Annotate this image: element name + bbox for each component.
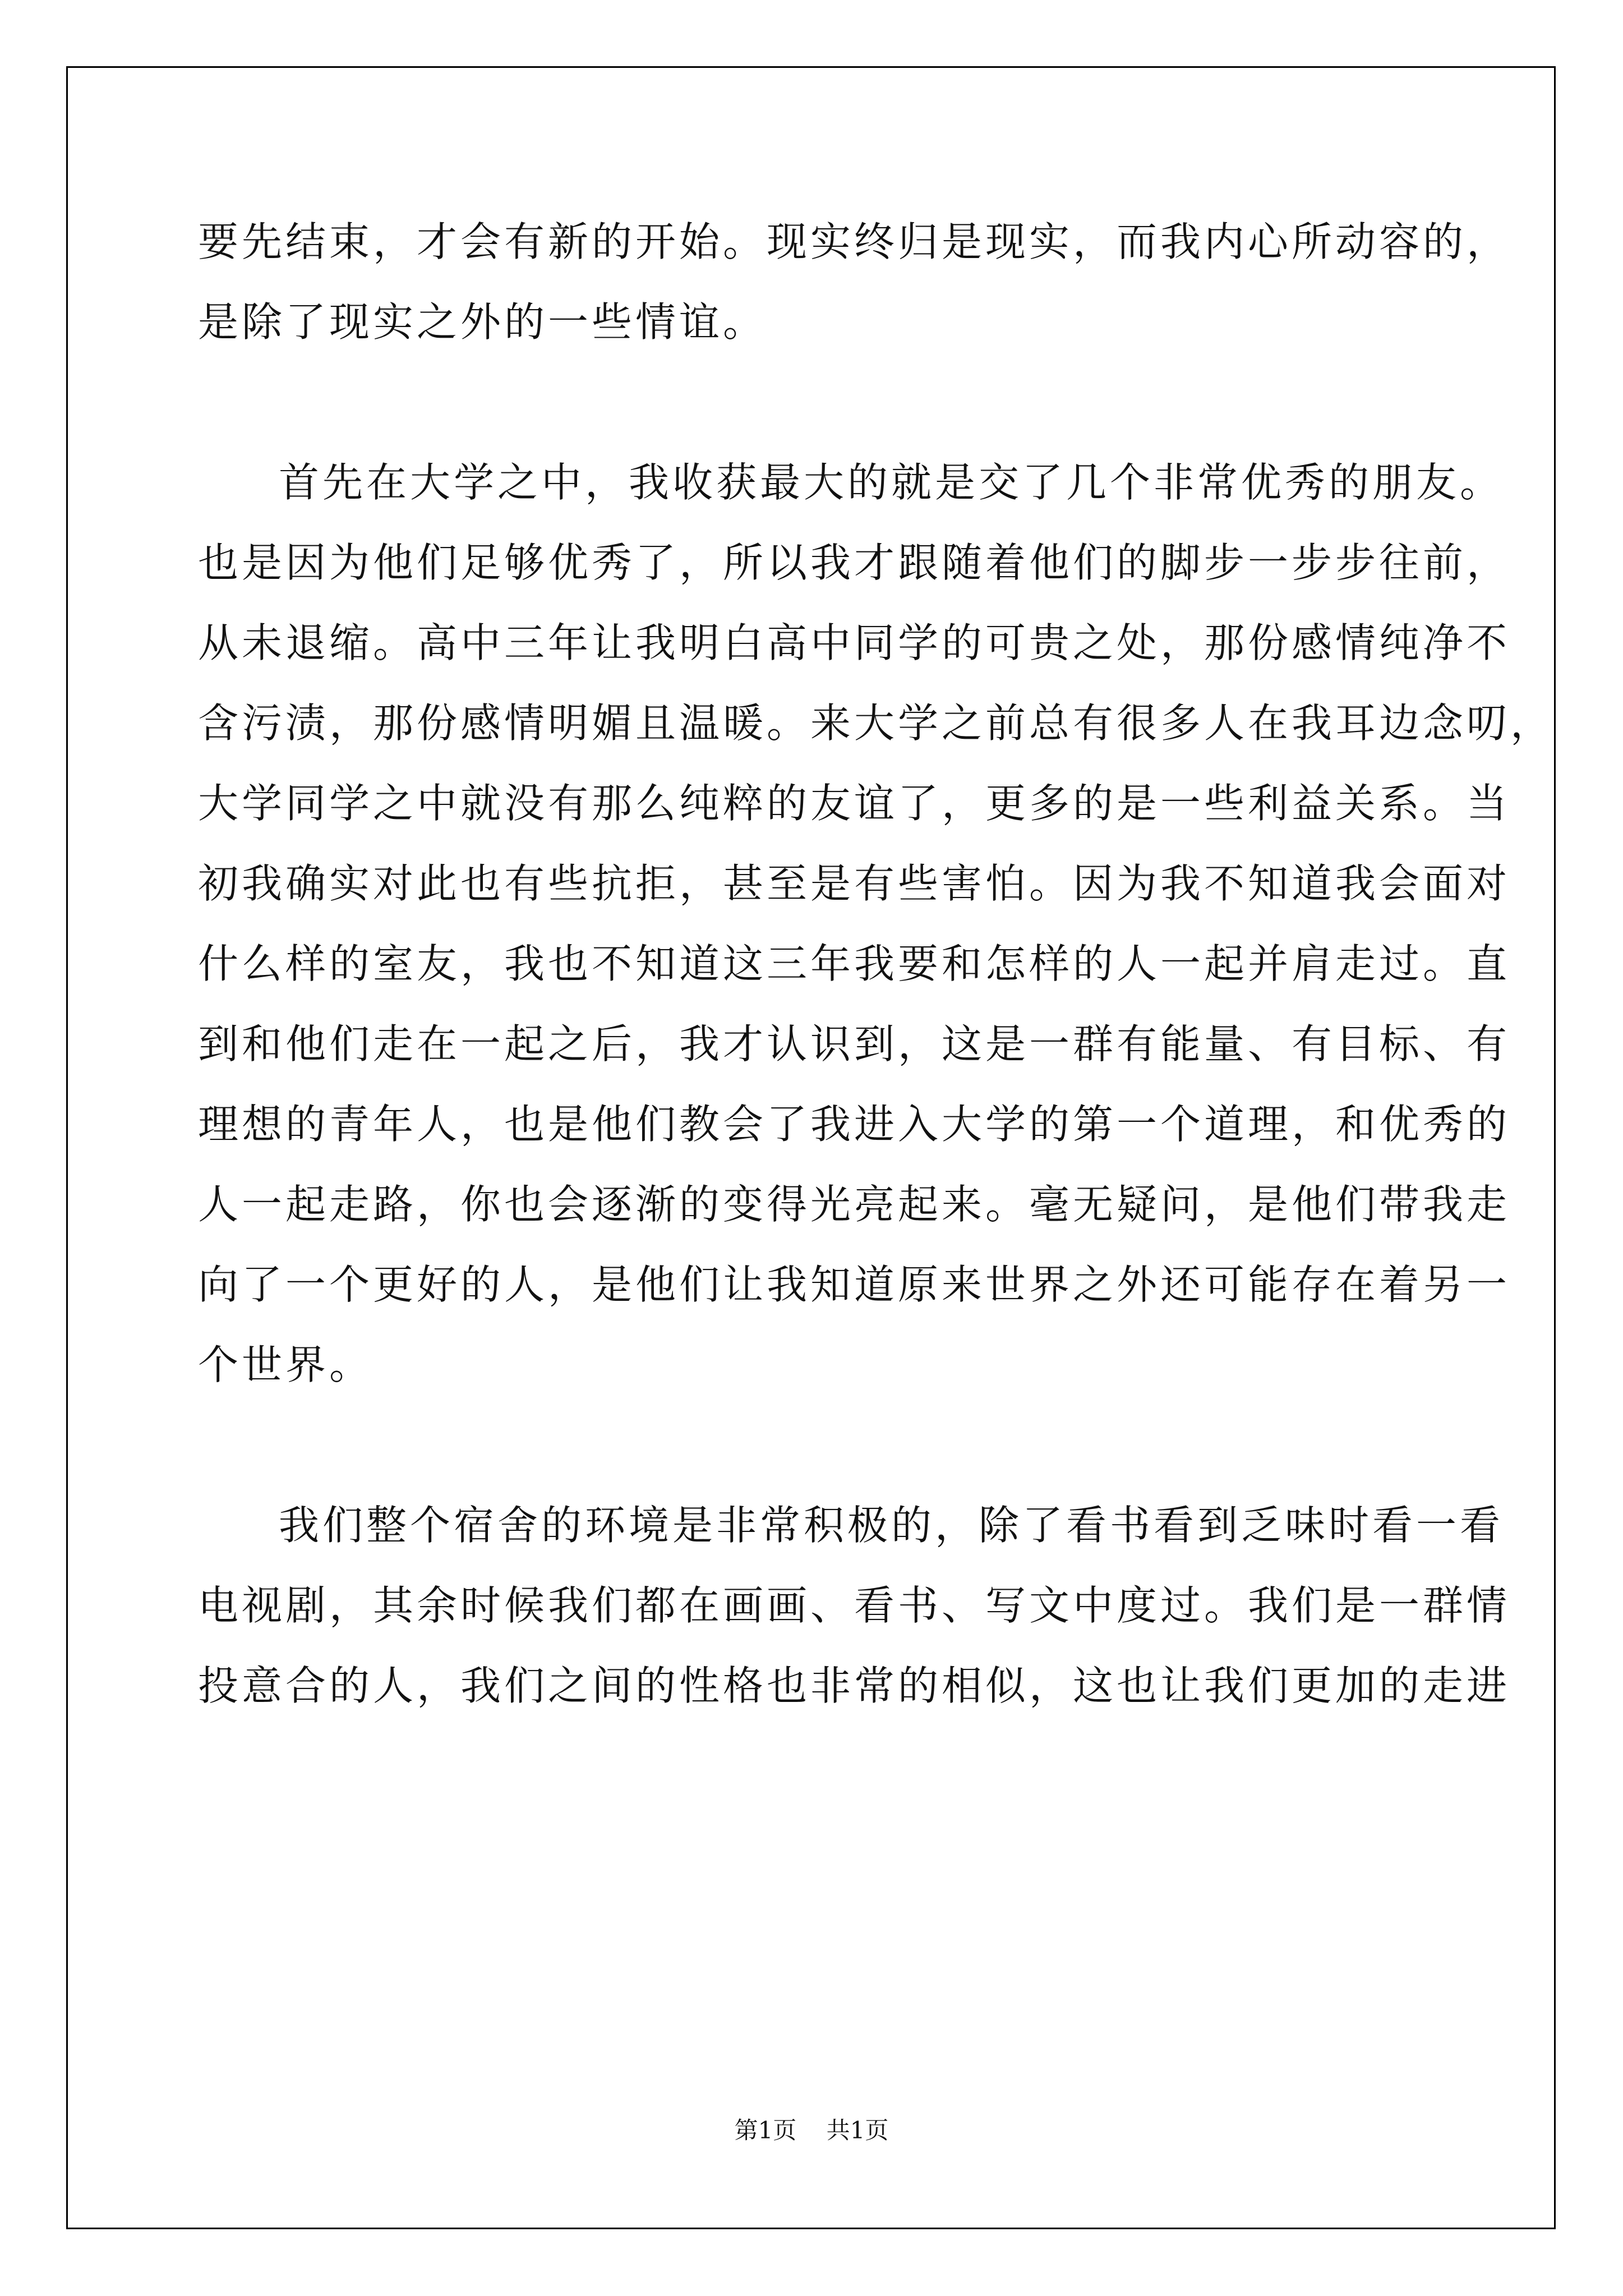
body-line: 理想的青年人，也是他们教会了我进入大学的第一个道理，和优秀的: [198, 1101, 1511, 1148]
page-footer: [0, 2112, 1623, 2146]
body-line: 是除了现实之外的一些情谊。: [198, 298, 767, 346]
body-line: 到和他们走在一起之后，我才认识到，这是一群有能量、有目标、有: [198, 1020, 1511, 1068]
body-line: 个世界。: [198, 1341, 374, 1388]
body-line: 初我确实对此也有些抗拒，甚至是有些害怕。因为我不知道我会面对: [198, 860, 1511, 907]
body-line: 人一起走路，你也会逐渐的变得光亮起来。毫无疑问，是他们带我走: [198, 1181, 1511, 1228]
body-line: 向了一个更好的人，是他们让我知道原来世界之外还可能存在着另一: [198, 1261, 1511, 1308]
page-number: 第1页: [734, 2116, 797, 2144]
body-line: 从未退缩。高中三年让我明白高中同学的可贵之处，那份感情纯净不: [198, 619, 1511, 666]
page-total: 共1页: [826, 2116, 889, 2144]
body-line: 也是因为他们足够优秀了，所以我才跟随着他们的脚步一步步往前，: [198, 539, 1511, 586]
document-body: [198, 202, 1555, 1726]
body-line: 含污渍，那份感情明媚且温暖。来大学之前总有很多人在我耳边念叨，: [198, 700, 1555, 747]
body-line: 投意合的人，我们之间的性格也非常的相似，这也让我们更加的走进: [198, 1662, 1511, 1709]
body-line: 大学同学之中就没有那么纯粹的友谊了，更多的是一些利益关系。当: [198, 780, 1511, 827]
body-line: 什么样的室友，我也不知道这三年我要和怎样的人一起并肩走过。直: [198, 940, 1511, 987]
body-line: 我们整个宿舍的环境是非常积极的，除了看书看到乏味时看一看: [279, 1502, 1504, 1549]
body-line: 首先在大学之中，我收获最大的就是交了几个非常优秀的朋友。: [279, 459, 1504, 506]
body-line: 要先结束，才会有新的开始。现实终归是现实，而我内心所动容的，: [198, 218, 1511, 265]
body-line: 电视剧，其余时候我们都在画画、看书、写文中度过。我们是一群情: [198, 1582, 1511, 1629]
